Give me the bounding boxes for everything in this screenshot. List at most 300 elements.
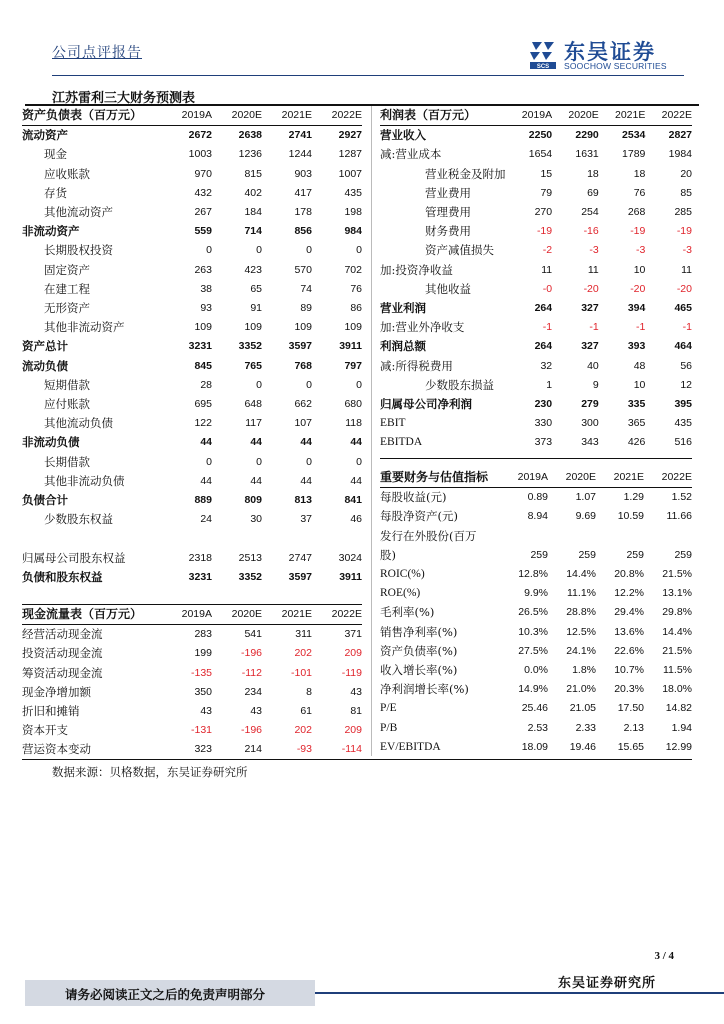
row-label: 折旧和摊销 <box>22 704 80 719</box>
table-row <box>380 546 692 565</box>
table-row <box>380 261 692 280</box>
cell-value: 2747 <box>288 551 312 564</box>
cell-value: 2513 <box>238 551 262 564</box>
cell-value: 44 <box>300 436 312 449</box>
cell-value: 335 <box>627 398 646 411</box>
tables-bottom-rule <box>22 759 692 760</box>
cell-value: 10 <box>633 378 646 391</box>
cell-value: 18 <box>633 167 646 180</box>
cell-value: 435 <box>674 417 692 430</box>
table-row <box>380 414 692 433</box>
cell-value: -114 <box>341 743 362 756</box>
cell-value: 29.8% <box>662 606 692 619</box>
row-label: ROIC(%) <box>380 568 425 581</box>
cell-value: 1003 <box>188 148 212 161</box>
table-row <box>380 126 692 146</box>
cell-value: 11.5% <box>663 664 692 677</box>
cell-value: 30 <box>250 513 262 526</box>
cell-value: 0 <box>256 244 262 257</box>
table-header-row <box>22 605 362 625</box>
cell-value: 3911 <box>339 570 362 583</box>
table-row <box>380 357 692 376</box>
cell-value: 263 <box>194 263 212 276</box>
cell-value: 815 <box>244 167 262 180</box>
cell-value: 570 <box>294 263 312 276</box>
ratios-top-rule <box>380 458 692 459</box>
cell-value: 21.05 <box>569 702 596 715</box>
table-row <box>22 165 362 184</box>
cell-value: 2927 <box>338 129 362 142</box>
cell-value: 0.89 <box>527 491 548 504</box>
cell-value: 702 <box>344 263 362 276</box>
table-title: 现金流量表（百万元） <box>22 605 162 625</box>
cell-value: -93 <box>296 743 312 756</box>
cell-value: 768 <box>294 359 312 372</box>
row-label: 现金净增加额 <box>22 684 91 699</box>
table-row <box>22 568 362 587</box>
cell-value: 25.46 <box>521 702 548 715</box>
cell-value: 61 <box>300 705 312 718</box>
row-label: 营业税金及附加 <box>425 166 506 181</box>
cell-value: 86 <box>350 302 362 315</box>
cell-value: 1984 <box>668 148 692 161</box>
cell-value: -19 <box>536 225 553 238</box>
document-title: 江苏雷利三大财务预测表 <box>52 91 196 106</box>
table-row <box>380 527 692 546</box>
table-row <box>380 280 692 299</box>
table-row <box>380 184 692 203</box>
cell-value: 24 <box>200 513 212 526</box>
row-label: EBIT <box>380 417 406 430</box>
cell-value: 3024 <box>338 551 362 564</box>
cell-value: 279 <box>581 398 599 411</box>
footer-disclaimer: 请务必阅读正文之后的免责声明部分 <box>65 987 266 1002</box>
table-row <box>22 549 362 568</box>
cell-value: 15.65 <box>617 740 644 753</box>
cell-value: 2290 <box>575 129 599 142</box>
financial-ratios-table <box>380 468 692 757</box>
cell-value: 3911 <box>339 340 362 353</box>
cell-value: 122 <box>194 417 212 430</box>
cell-value: 234 <box>244 685 262 698</box>
cell-value <box>644 527 692 546</box>
row-label: 其他流动资产 <box>44 205 113 220</box>
cell-value: 24.1% <box>566 644 596 657</box>
cell-value: 0 <box>206 455 212 468</box>
cell-value: -135 <box>190 666 212 679</box>
row-label: 资产减值损失 <box>425 243 494 258</box>
cell-value: -131 <box>190 724 212 737</box>
table-row <box>22 337 362 356</box>
table-title: 资产负债表（百万元） <box>22 106 162 126</box>
cell-value: 89 <box>300 302 312 315</box>
table-row <box>22 376 362 395</box>
cell-value: 889 <box>194 494 212 507</box>
year-header: 2020E <box>552 106 599 126</box>
cell-value: -119 <box>341 666 362 679</box>
cell-value: 21.5% <box>662 644 692 657</box>
cell-value: 393 <box>627 340 646 353</box>
row-label: 其他非流动资产 <box>44 320 125 335</box>
row-label: 资产总计 <box>22 339 68 354</box>
cell-value: 18.0% <box>662 683 692 696</box>
cell-value: 541 <box>244 628 262 641</box>
company-logo <box>528 38 678 72</box>
cell-value: 2250 <box>528 129 553 142</box>
cell-value: 423 <box>244 263 262 276</box>
cell-value: 21.0% <box>566 683 596 696</box>
cell-value: 464 <box>674 340 692 353</box>
cell-value: 28.8% <box>566 606 596 619</box>
table-row <box>22 299 362 318</box>
cell-value: 109 <box>194 321 212 334</box>
cell-value: 69 <box>587 186 599 199</box>
cell-value: -3 <box>636 244 646 257</box>
cell-value: 264 <box>534 340 553 353</box>
cell-value: 285 <box>674 206 692 219</box>
cell-value: 662 <box>294 398 312 411</box>
cell-value: 22.6% <box>614 644 644 657</box>
cell-value: 2.53 <box>527 721 548 734</box>
cell-value: 0 <box>206 244 212 257</box>
cell-value: 209 <box>344 647 362 660</box>
table-row <box>380 680 692 699</box>
year-header: 2019A <box>506 106 553 126</box>
cell-value <box>212 529 262 548</box>
cell-value: -196 <box>240 724 262 737</box>
cell-value: 48 <box>633 359 646 372</box>
cell-value: 323 <box>194 743 212 756</box>
cell-value: 765 <box>244 359 262 372</box>
table-row <box>380 337 692 356</box>
year-header: 2021E <box>596 468 644 488</box>
row-label: 归属母公司净利润 <box>380 397 472 412</box>
cell-value: 648 <box>244 398 262 411</box>
cell-value: 27.5% <box>518 644 548 657</box>
table-row <box>22 433 362 452</box>
cell-value: 2.13 <box>623 721 644 734</box>
cell-value: 12 <box>680 378 692 391</box>
balance-sheet-table <box>22 106 362 587</box>
cell-value: 394 <box>627 302 646 315</box>
cell-value: 2.33 <box>575 721 596 734</box>
cell-value: -0 <box>542 282 553 295</box>
cell-value: 76 <box>633 186 646 199</box>
row-label: 资本开支 <box>22 723 68 738</box>
cell-value: 117 <box>245 417 262 430</box>
cell-value: 12.5% <box>566 625 596 638</box>
cell-value: 20.8% <box>614 568 644 581</box>
cell-value: -3 <box>589 244 599 257</box>
header-divider <box>52 75 684 76</box>
cell-value: 2741 <box>288 129 312 142</box>
cell-value: 44 <box>250 436 262 449</box>
row-label: 每股净资产(元) <box>380 509 458 524</box>
cell-value: 0 <box>356 244 362 257</box>
cell-value: 18.09 <box>521 740 548 753</box>
row-label: 经营活动现金流 <box>22 627 103 642</box>
cell-value: 350 <box>194 685 212 698</box>
cell-value: -16 <box>583 225 599 238</box>
table-row <box>22 203 362 222</box>
table-row <box>22 702 362 721</box>
cell-value: 230 <box>534 398 553 411</box>
cell-value: 300 <box>581 417 599 430</box>
row-label: 每股收益(元) <box>380 490 447 505</box>
cell-value: 283 <box>194 628 212 641</box>
logo-mark-text: SCS <box>536 64 550 70</box>
cell-value: 435 <box>344 186 362 199</box>
cell-value: 65 <box>250 282 262 295</box>
cell-value: 311 <box>295 628 312 641</box>
table-row <box>22 126 362 146</box>
row-label: 减:所得税费用 <box>380 358 453 373</box>
year-header: 2019A <box>162 605 212 625</box>
cell-value: 9 <box>592 378 599 391</box>
cell-value: -20 <box>630 282 646 295</box>
cell-value: 74 <box>300 282 312 295</box>
table-row <box>22 510 362 529</box>
cell-value: 14.82 <box>665 702 692 715</box>
table-header-row <box>380 106 692 126</box>
cell-value: 3597 <box>288 570 312 583</box>
cell-value: 38 <box>200 282 212 295</box>
cell-value: -1 <box>682 321 692 334</box>
cell-value: 44 <box>300 474 312 487</box>
cell-value: 85 <box>680 186 692 199</box>
row-label: 应付账款 <box>44 397 90 412</box>
cell-value: 813 <box>294 494 312 507</box>
cell-value: 695 <box>194 398 212 411</box>
table-row <box>22 529 362 548</box>
cell-value: -1 <box>589 321 599 334</box>
data-source-note: 数据来源：贝格数据，东吴证券研究所 <box>52 765 248 779</box>
cell-value: 714 <box>244 225 262 238</box>
cell-value: 18 <box>587 167 599 180</box>
cell-value: 202 <box>294 724 312 737</box>
cell-value: 43 <box>200 705 212 718</box>
row-label: 减:营业成本 <box>380 147 442 162</box>
row-label: 少数股东权益 <box>44 512 113 527</box>
row-label: 非流动负债 <box>22 435 80 450</box>
cell-value: 29.4% <box>614 606 644 619</box>
row-label: 股) <box>380 547 396 562</box>
cell-value: 432 <box>194 186 212 199</box>
cell-value: 12.2% <box>614 587 644 600</box>
table-row <box>380 623 692 642</box>
cell-value: 0 <box>356 455 362 468</box>
report-type-label: 公司点评报告 <box>52 45 142 61</box>
cell-value: 0.0% <box>524 664 548 677</box>
cell-value: 465 <box>674 302 692 315</box>
row-label: 在建工程 <box>44 281 90 296</box>
cell-value: 28 <box>200 378 212 391</box>
cell-value: 10 <box>633 263 646 276</box>
cell-value: 259 <box>530 548 548 561</box>
cell-value: 15 <box>540 167 553 180</box>
cell-value: 11 <box>587 263 599 276</box>
logo-english-name: SOOCHOW SECURITIES <box>564 61 667 71</box>
soochow-logo-icon <box>528 38 558 70</box>
table-row <box>22 491 362 510</box>
cell-value: 426 <box>627 436 646 449</box>
cell-value: 199 <box>194 647 212 660</box>
cell-value <box>548 527 596 546</box>
cell-value: -19 <box>630 225 646 238</box>
cell-value: 259 <box>674 548 692 561</box>
cell-value: 8.94 <box>527 510 548 523</box>
row-label: 应收账款 <box>44 166 90 181</box>
year-header: 2019A <box>162 106 212 126</box>
row-label: 筹资活动现金流 <box>22 665 103 680</box>
row-label: 负债合计 <box>22 493 68 508</box>
row-label: EBITDA <box>380 436 423 449</box>
cell-value: 0 <box>306 244 312 257</box>
cell-value: 10.59 <box>617 510 644 523</box>
table-title: 利润表（百万元） <box>380 106 506 126</box>
table-row <box>380 203 692 222</box>
cell-value: 32 <box>540 359 553 372</box>
cell-value: 0 <box>306 455 312 468</box>
row-label: 利润总额 <box>380 339 426 354</box>
cell-value: 327 <box>581 340 599 353</box>
row-label: 流动负债 <box>22 358 68 373</box>
table-row <box>22 664 362 683</box>
cell-value: 809 <box>244 494 262 507</box>
cell-value: 1789 <box>622 148 646 161</box>
cell-value: 2638 <box>238 129 262 142</box>
cell-value: 559 <box>194 225 212 238</box>
cell-value: 0 <box>356 378 362 391</box>
footer-disclaimer-bar <box>25 980 315 1006</box>
table-row <box>22 721 362 740</box>
table-row <box>380 299 692 318</box>
cell-value: 1236 <box>238 148 262 161</box>
row-label: 非流动资产 <box>22 224 80 239</box>
cell-value: 184 <box>244 206 262 219</box>
cell-value: 0 <box>256 378 262 391</box>
table-row <box>22 740 362 759</box>
cell-value: 109 <box>344 321 362 334</box>
cell-value: 214 <box>244 743 262 756</box>
cell-value: 1.29 <box>623 491 644 504</box>
cell-value: 20 <box>680 167 692 180</box>
cell-value: 797 <box>344 359 362 372</box>
cell-value: 10.7% <box>614 664 644 677</box>
table-row <box>380 699 692 718</box>
year-header: 2022E <box>644 468 692 488</box>
cell-value: 402 <box>244 186 262 199</box>
cell-value <box>596 527 644 546</box>
cell-value: 268 <box>627 206 646 219</box>
table-row <box>380 565 692 584</box>
income-statement-table <box>380 106 692 453</box>
cell-value: 20.3% <box>614 683 644 696</box>
table-row <box>22 145 362 164</box>
cell-value: 14.4% <box>662 625 692 638</box>
cell-value: 264 <box>534 302 553 315</box>
cell-value: 2827 <box>668 129 692 142</box>
row-label: P/B <box>380 721 398 734</box>
cell-value: 2318 <box>188 551 212 564</box>
year-header: 2021E <box>262 106 312 126</box>
row-label: 短期借款 <box>44 377 90 392</box>
row-label: 现金 <box>44 147 67 162</box>
cell-value <box>162 529 212 548</box>
year-header: 2021E <box>599 106 646 126</box>
cell-value: 44 <box>200 436 212 449</box>
table-row <box>380 433 692 452</box>
cell-value: 202 <box>294 647 312 660</box>
cell-value: 1654 <box>528 148 553 161</box>
cell-value: 1 <box>546 378 553 391</box>
cell-value: 327 <box>581 302 599 315</box>
cell-value: 9.9% <box>524 587 548 600</box>
cell-value: 845 <box>194 359 212 372</box>
cell-value: 3352 <box>238 570 262 583</box>
cell-value: 107 <box>294 417 312 430</box>
cell-value: 1244 <box>288 148 312 161</box>
table-row <box>22 644 362 663</box>
cell-value: 254 <box>581 206 599 219</box>
table-title: 重要财务与估值指标 <box>380 468 500 488</box>
table-row <box>22 184 362 203</box>
cell-value: 371 <box>344 628 362 641</box>
row-label: 流动资产 <box>22 128 68 143</box>
cash-flow-table <box>22 604 362 760</box>
table-row <box>380 603 692 622</box>
row-label: 营业费用 <box>425 185 471 200</box>
cell-value: 1.8% <box>572 664 596 677</box>
cell-value: 209 <box>344 724 362 737</box>
row-label: 其他流动负债 <box>44 416 113 431</box>
row-label: 营业收入 <box>380 128 426 143</box>
cell-value: 9.69 <box>575 510 596 523</box>
cell-value: 395 <box>674 398 692 411</box>
cell-value: 14.4% <box>566 568 596 581</box>
table-header-row <box>380 468 692 488</box>
row-label: 固定资产 <box>44 262 90 277</box>
table-row <box>380 661 692 680</box>
table-row <box>380 507 692 526</box>
table-row <box>22 241 362 260</box>
row-label: 无形资产 <box>44 301 90 316</box>
table-row <box>380 395 692 414</box>
footer-institute: 东吴证券研究所 <box>557 976 656 991</box>
cell-value: 3231 <box>188 340 212 353</box>
cell-value: 984 <box>344 225 362 238</box>
table-row <box>380 145 692 164</box>
table-row <box>22 683 362 702</box>
cell-value: 1.52 <box>671 491 692 504</box>
cell-value <box>312 529 362 548</box>
table-row <box>380 738 692 757</box>
cell-value: 178 <box>294 206 312 219</box>
cell-value: -20 <box>583 282 599 295</box>
cell-value: -1 <box>542 321 553 334</box>
table-row <box>22 222 362 241</box>
year-header: 2022E <box>645 106 692 126</box>
year-header: 2020E <box>548 468 596 488</box>
cell-value: 12.8% <box>518 568 548 581</box>
cell-value: 1287 <box>338 148 362 161</box>
cell-value: 11 <box>541 263 553 276</box>
cell-value: 76 <box>350 282 362 295</box>
table-row <box>22 357 362 376</box>
row-label: 归属母公司股东权益 <box>22 550 126 565</box>
cell-value: -2 <box>542 244 553 257</box>
cell-value: 17.50 <box>617 702 644 715</box>
